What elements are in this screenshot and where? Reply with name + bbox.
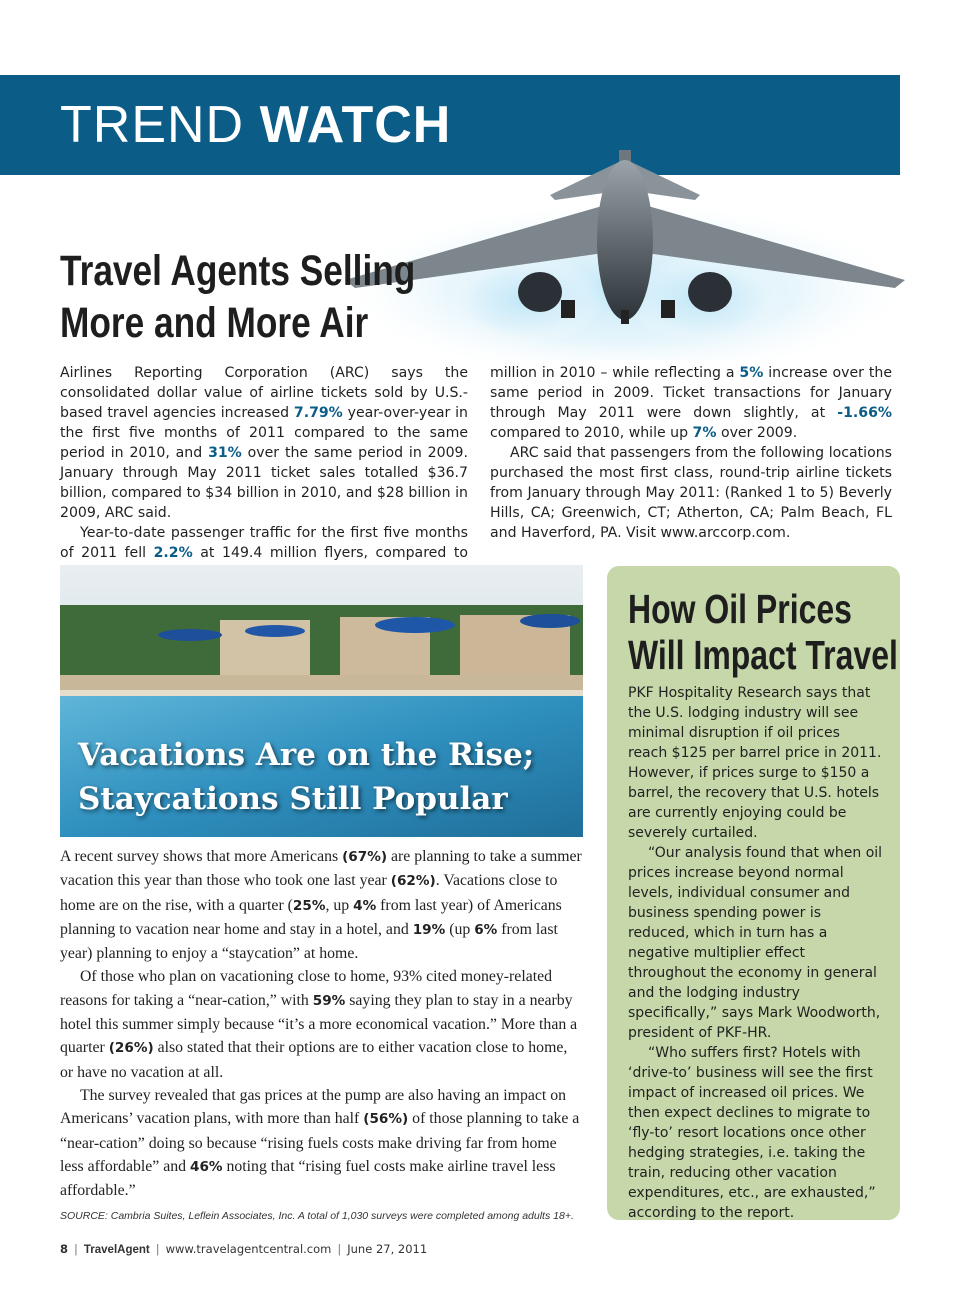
page-number: 8 <box>60 1242 69 1256</box>
banner-title-light: TREND <box>60 96 245 154</box>
pool-headline <box>78 733 534 821</box>
bold-stat: 59% <box>312 992 346 1009</box>
sidebar-paragraph: “Our analysis found that when oil prices increase beyond normal levels, individual consumer and business spending power is reduced, which in turn has a negative multiplier effect throughout the economy in general and the lodging industry specifically,” says Mark Woodworth, president of PKF-HR. <box>628 845 883 1041</box>
article-headline-travel-agents <box>60 245 415 349</box>
highlight-stat: 2.2% <box>153 545 193 561</box>
headline-line: More and More Air <box>60 299 369 347</box>
body-paragraph: Airlines Reporting Corporation (ARC) says the consolidated dollar value of airline tickets sold by U.S.-based travel agencies increased 7.79% year-over-year in the first five months of 2011 compared to the same period in 2010, and 31% over the same period in 2009. January through May 2011 ticket sales totalled $36.7 billion, compared to $34 billion in 2010, and $28 billion in 2009, ARC said. <box>60 365 468 521</box>
highlight-stat: 31% <box>208 445 242 461</box>
article-vacations-body <box>60 845 582 1202</box>
body-paragraph: Of those who plan on vacationing close to home, 93% cited money-related reasons for taking a “near-cation,” with 59% saying they plan to stay in a nearby hotel this summer simply because “it’s a more economical vacation.” More than a quarter (26%) also stated that their options are to either vacation close to home, or have no vacation at all. <box>60 968 578 1081</box>
headline-line: Staycations Still Popular <box>78 781 508 817</box>
headline-line: How Oil Prices <box>628 586 852 632</box>
body-paragraph: million in 2010 – while reflecting a 5% increase over the same period in 2009. Ticket transactions for January through May 2011 were down slightly, at -1.66% compared to 2010, while up 7% over 2009. <box>490 365 892 441</box>
footer-separator: | <box>155 1242 160 1256</box>
oil-prices-sidebar <box>607 566 900 1220</box>
headline-line: Vacations Are on the Rise; <box>78 737 535 773</box>
footer-separator: | <box>74 1242 78 1256</box>
body-paragraph: The survey revealed that gas prices at the pump are also having an impact on Americans’ vacation plans, with more than half (56%) of those planning to take a “near-cation” doing so because “rising fuels costs make driving far from home less affordable” and 46% noting that “rising fuel costs make airline travel less affordable.” <box>60 1086 580 1200</box>
footer-separator: | <box>337 1242 342 1256</box>
bold-stat: (62%) <box>390 873 436 890</box>
body-paragraph: A recent survey shows that more Americans (67%) are planning to take a summer vacation this year than those who took one last year (62%). Vacations close to home are on the rise, with a quarter (25%, up 4% from last year) of Americans planning to vacation near home and stay in a hotel, and 19% (up 6% from last year) planning to enjoy a “staycation” at home. <box>60 848 582 963</box>
highlight-stat: -1.66% <box>837 405 892 421</box>
bold-stat: 4% <box>353 897 377 914</box>
article-column-1 <box>60 363 468 583</box>
page-footer <box>60 1242 427 1256</box>
highlight-stat: 5% <box>739 365 764 381</box>
survey-source: SOURCE: Cambria Suites, Leflein Associates, Inc. A total of 1,030 surveys were completed among adults 18+. <box>60 1210 574 1222</box>
headline-line: Travel Agents Selling <box>60 247 416 295</box>
sidebar-body <box>628 683 883 1223</box>
pool-image <box>60 565 583 837</box>
footer-date: June 27, 2011 <box>347 1242 428 1256</box>
sidebar-paragraph: PKF Hospitality Research says that the U.S. lodging industry will see minimal disruption if oil prices reach $125 per barrel price in 2011. However, if prices surge to $150 a barrel, the recovery that U.S. hotels are currently enjoying could be severely curtailed. <box>628 685 882 841</box>
bold-stat: 6% <box>474 921 498 938</box>
body-paragraph: ARC said that passengers from the following locations purchased the most first class, round-trip airline tickets from January through May 2011: (Ranked 1 to 5) Beverly Hills, CA; Greenwich, CT; Atherton, CA; Palm Beach, FL and Haverford, PA. Visit www.arccorp.com. <box>490 445 892 541</box>
sidebar-headline <box>628 586 898 678</box>
sidebar-paragraph: “Who suffers first? Hotels with ‘drive-to’ business will see the first impact of increased oil prices. We then expect declines to migrate to ‘fly-to’ resort locations once other hedging strategies, i.e. taking the train, reducing other vacation expenditures, etc., are exhausted,” according to the report. <box>628 1045 876 1221</box>
banner-title-bold: WATCH <box>259 96 452 154</box>
footer-brand: TravelAgent <box>83 1244 150 1256</box>
headline-line: Will Impact Travel <box>628 632 898 678</box>
highlight-stat: 7% <box>692 425 717 441</box>
bold-stat: (67%) <box>342 849 388 865</box>
bold-stat: 46% <box>189 1158 223 1175</box>
bold-stat: (26%) <box>108 1040 154 1057</box>
body-paragraph: Year-to-date passenger traffic for the first five months of 2011 fell 2.2% at 149.4 million flyers, compared to <box>60 525 469 561</box>
bold-stat: (56%) <box>363 1111 409 1128</box>
footer-url-link[interactable]: www.travelagentcentral.com <box>165 1242 332 1256</box>
banner-title <box>60 96 452 154</box>
bold-stat: 19% <box>412 921 446 938</box>
article-column-2 <box>490 363 892 543</box>
bold-stat: 25% <box>292 897 326 914</box>
highlight-stat: 7.79% <box>293 405 343 421</box>
airplane-image <box>335 150 910 360</box>
